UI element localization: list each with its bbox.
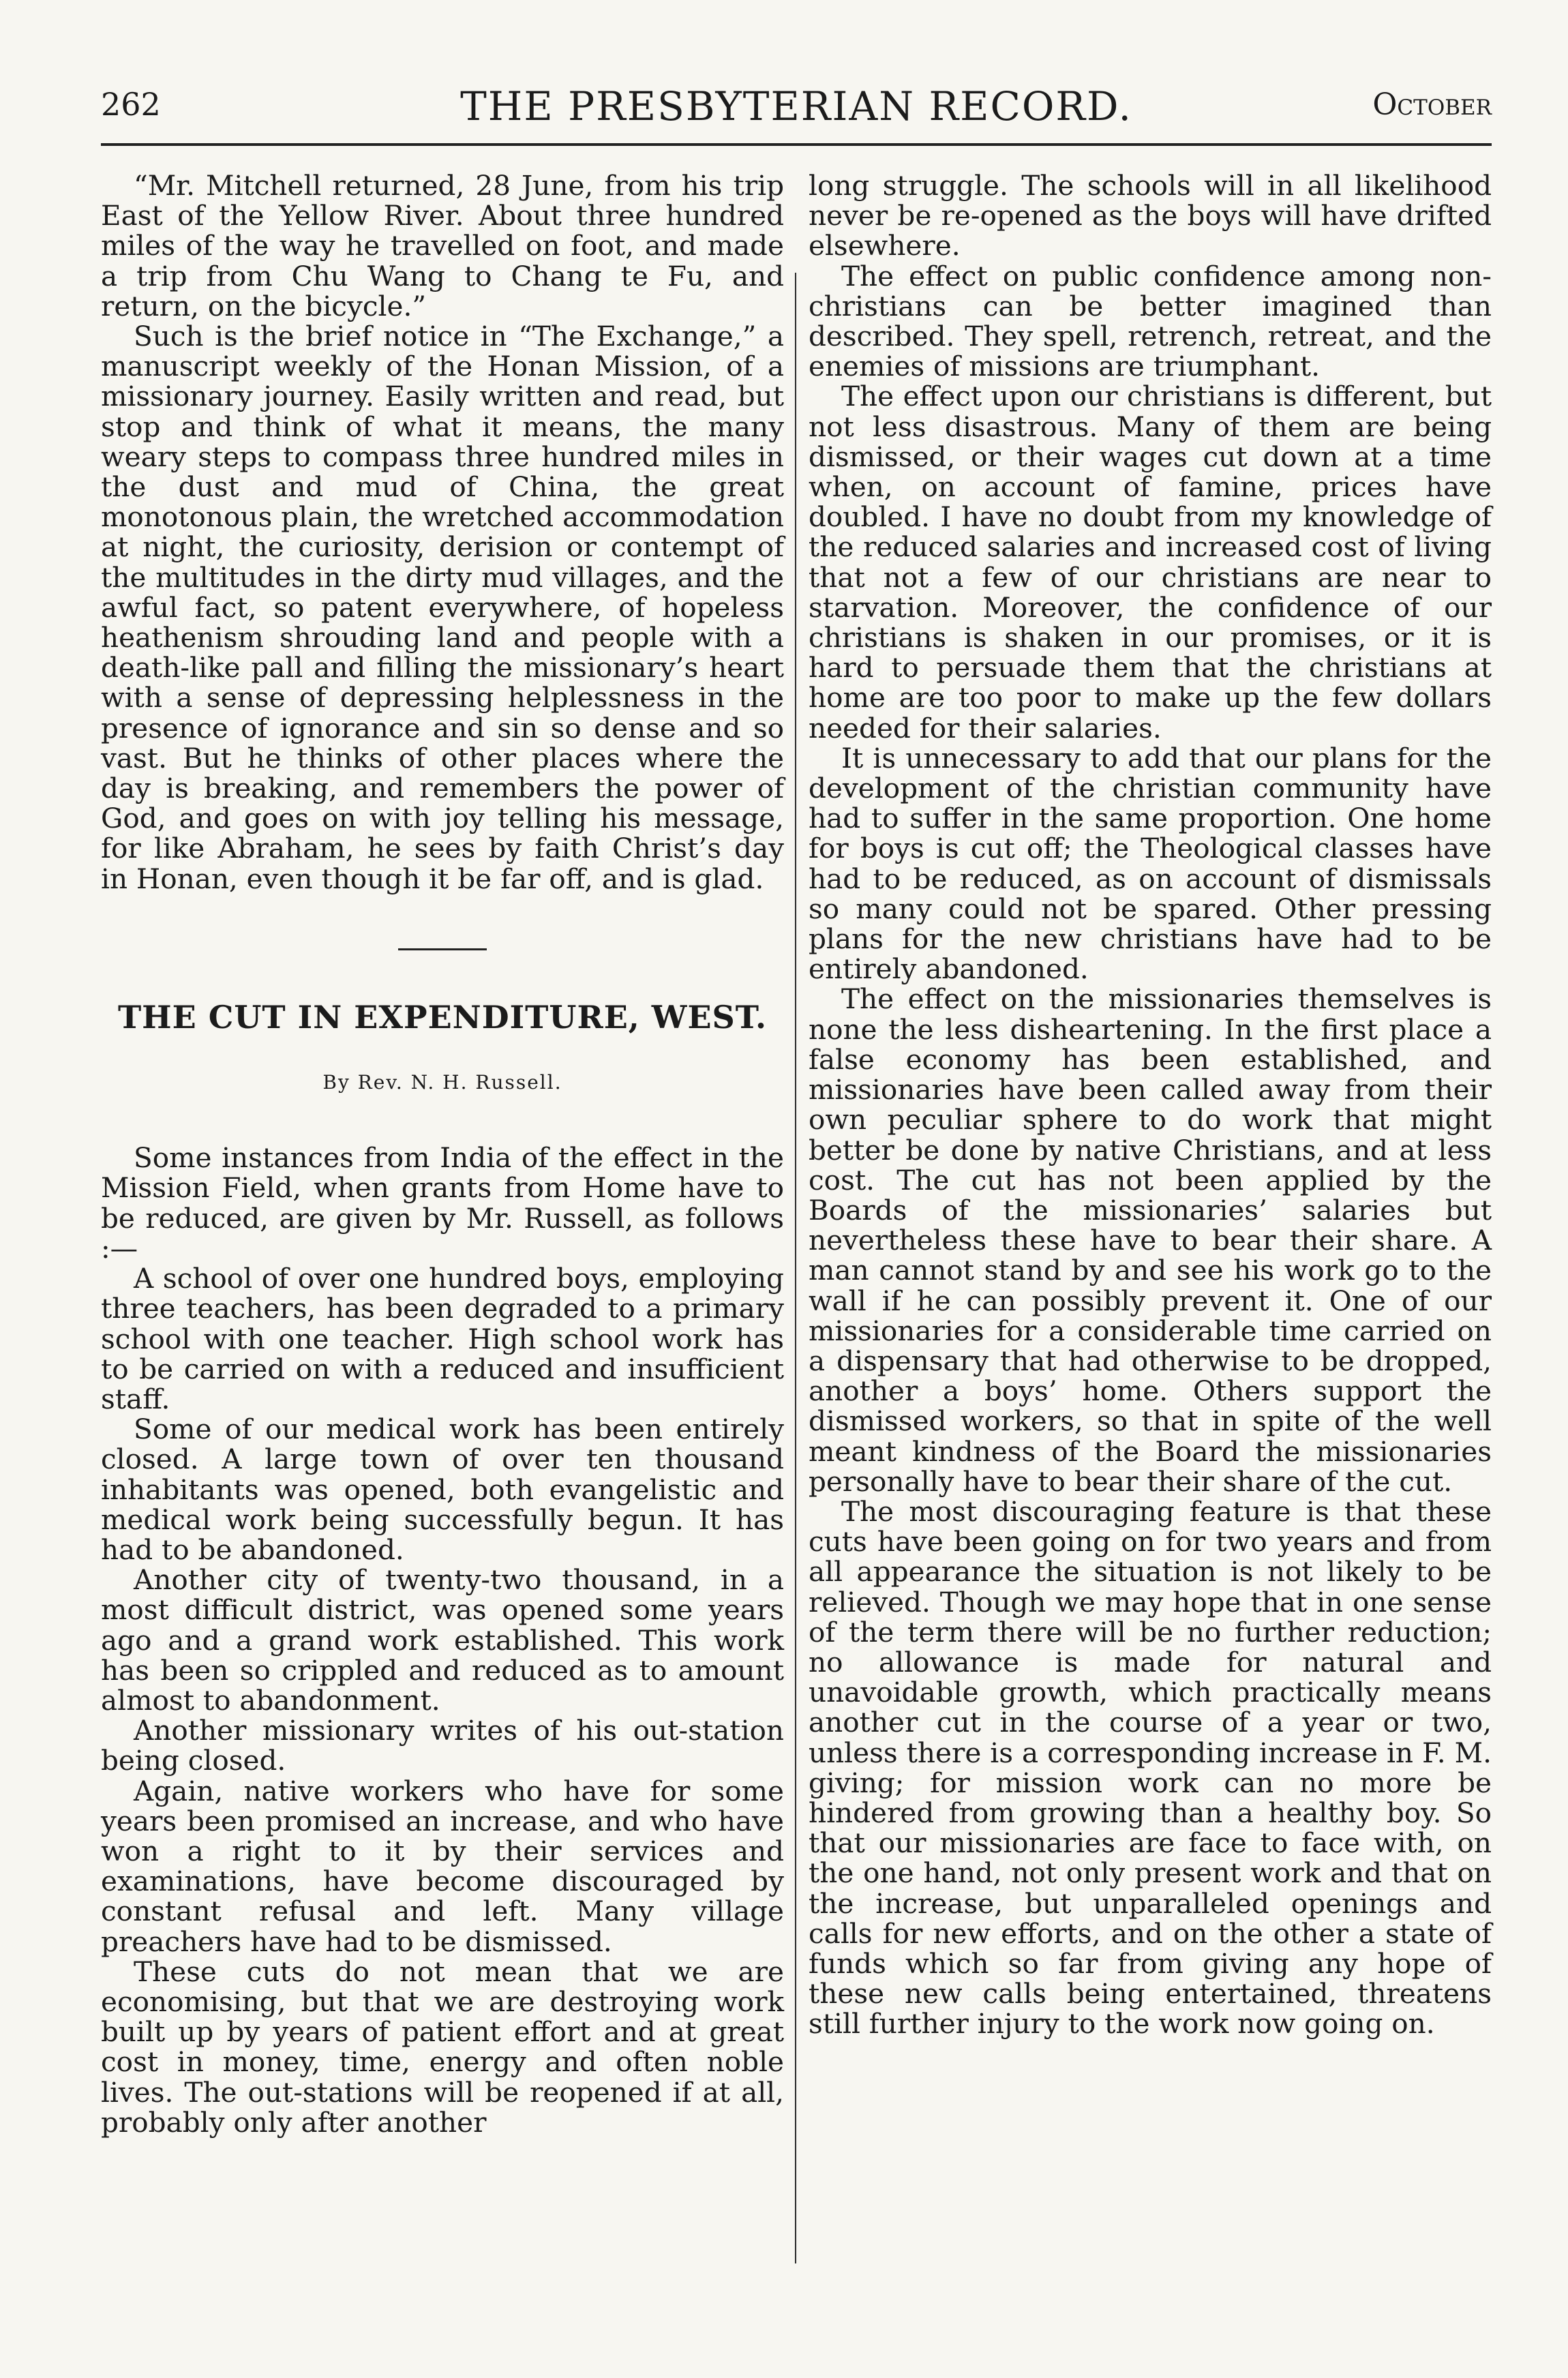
journal-title: THE PRESBYTERIAN RECORD. <box>460 83 1132 130</box>
article-paragraph: Another city of twenty-two thousand, in a most difficult district, was opened some years ago and a grand work established. This work has been so crippled and reduced as to amount almost to abandonment. <box>101 1563 784 1717</box>
intro-paragraph: “Mr. Mitchell returned, 28 June, from his trip East of the Yellow River. About three hundred miles of the way he travelled on foot, and made a trip from Chu Wang to Chang te Fu, and return, on the bicycle.” <box>101 169 784 322</box>
article-paragraph: The effect on public confidence among non-christians can be better imagined than described. They spell, retrench, retreat, and the enemies of missions are triumphant. <box>809 259 1492 383</box>
article-byline: By Rev. N. H. Russell. <box>322 1071 562 1094</box>
article-paragraph-continued: long struggle. The schools will in all likelihood never be re-opened as the boys will have drifted elsewhere. <box>809 169 1492 262</box>
right-column <box>809 170 1492 2039</box>
article-paragraph: Another missionary writes of his out-station being closed. <box>101 1714 784 1777</box>
intro-paragraph: Such is the brief notice in “The Exchange,” a manuscript weekly of the Honan Mission, of a missionary journey. Easily written and read, but stop and think of what it means, the many weary steps to compass three hundred miles in the dust and mud of China, the great monotonous plain, the wretched accommodation at night, the curiosity, derision or contempt of the multitudes in the dirty mud villages, and the awful fact, so patent everywhere, of hopeless heathenism shrouding land and people with a death-like pall and filling the missionary’s heart with a sense of depressing helplessness in the presence of ignorance and sin so dense and so vast. But he thinks of other places where the day is breaking, and remembers the power of God, and goes on with joy telling his message, for like Abraham, he sees by faith Christ’s day in Honan, even though it be far off, and is glad. <box>101 320 784 895</box>
article-title: THE CUT IN EXPENDITURE, WEST. <box>117 998 768 1036</box>
issue-month: October <box>1372 87 1492 122</box>
page-number: 262 <box>101 86 161 123</box>
article-paragraph: The effect upon our christians is different, but not less disastrous. Many of them are being dismissed, or their wages cut down at a time when, on account of famine, prices have doubled. I have no doubt from my knowledge of the reduced salaries and increased cost of living that not a few of our christians are near to starvation. Moreover, the confidence of our christians is shaken in our promises, or it is hard to persuade them that the christians at home are too poor to make up the few dollars needed for their salaries. <box>809 380 1492 744</box>
left-column <box>101 170 784 2137</box>
article-paragraph: These cuts do not mean that we are economising, but that we are destroying work built up by years of patient effort and at great cost in money, time, energy and often noble lives. The out-stations will be reopened if at all, probably only after another <box>101 1955 784 2139</box>
header-rule <box>101 143 1492 146</box>
page-header <box>101 80 1492 135</box>
article-paragraph: It is unnecessary to add that our plans for the development of the christian community have had to suffer in the same proportion. One home for boys is cut off; the Theological classes have had to be reduced, as on account of dismissals so many could not be spared. Other pressing plans for the new christians have had to be entirely abandoned. <box>809 741 1492 986</box>
article-paragraph: A school of over one hundred boys, employing three teachers, has been degraded to a primary school with one teacher. High school work has to be carried on with a reduced and insufficient staff. <box>101 1262 784 1415</box>
article-paragraph: Some of our medical work has been entirely closed. A large town of over ten thousand inhabitants was opened, both evangelistic and medical work being successfully begun. It has had to be abandoned. <box>101 1413 784 1566</box>
column-divider <box>795 273 796 2263</box>
section-divider <box>398 948 487 950</box>
article-paragraph: Some instances from India of the effect in the Mission Field, when grants from Home have to be reduced, are given by Mr. Russell, as follows :— <box>101 1141 784 1265</box>
article-paragraph: The most discouraging feature is that these cuts have been going on for two years and from all appearance the situation is not likely to be relieved. Though we may hope that in one sense of the term there will be no further reduction; no allowance is made for natural and unavoidable growth, which practically means another cut in the course of a year or two, unless there is a corresponding increase in F. M. giving; for mission work can no more be hindered from growing than a healthy boy. So that our missionaries are face to face with, on the one hand, not only present work and that on the increase, but unparalleled openings and calls for new efforts, and on the other a state of funds which so far from giving any hope of these new calls being entertained, threatens still further injury to the work now going on. <box>809 1494 1492 2041</box>
article-paragraph: Again, native workers who have for some years been promised an increase, and who have won a right to it by their services and examinations, have become discouraged by constant refusal and left. Many village preachers have had to be dismissed. <box>101 1774 784 1958</box>
article-paragraph: The effect on the missionaries themselves is none the less disheartening. In the first place a false economy has been established, and missionaries have been called away from their own peculiar sphere to do work that might better be done by native Christians, and at less cost. The cut has not been applied by the Boards of the missionaries’ salaries but nevertheless these have to bear their share. A man cannot stand by and see his work go to the wall if he can possibly prevent it. One of our missionaries for a considerable time carried on a dispensary that had otherwise to be dropped, another a boys’ home. Others support the dismissed workers, so that in spite of the well meant kindness of the Board the missionaries personally have to bear their share of the cut. <box>809 982 1492 1498</box>
